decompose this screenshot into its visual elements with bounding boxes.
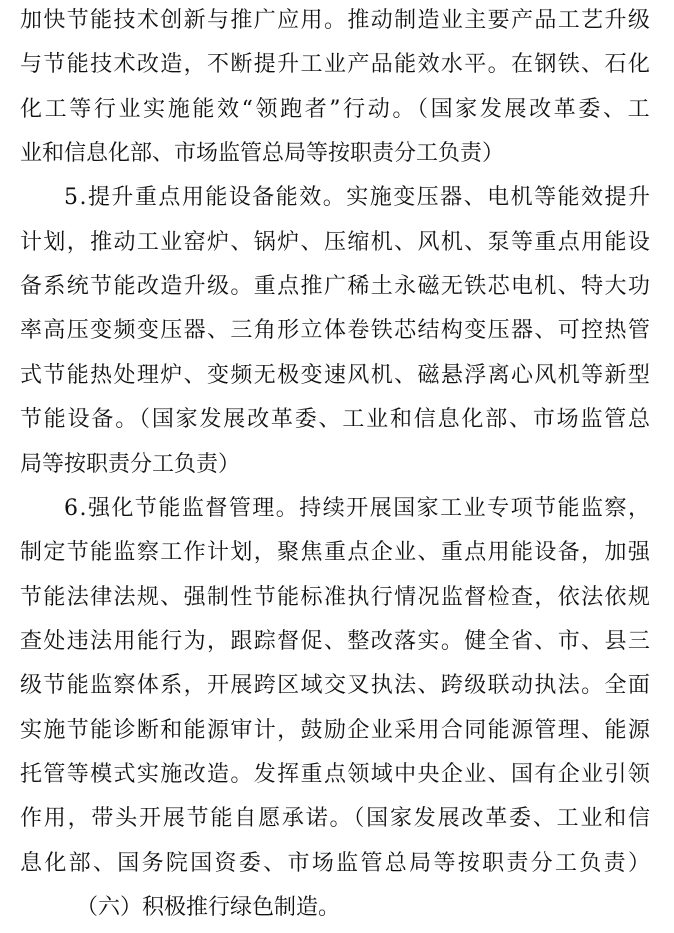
text-line: 率高压变频变压器、三角形立体卷铁芯结构变压器、可控热管 bbox=[20, 318, 652, 343]
text-line: 级节能监察体系，开展跨区域交叉执法、跨级联动执法。全面 bbox=[20, 673, 652, 698]
text-line: 式节能热处理炉、变频无极变速风机、磁悬浮离心风机等新型 bbox=[20, 363, 652, 388]
text-line: 作用，带头开展节能自愿承诺。（国家发展改革委、工业和信 bbox=[20, 806, 652, 831]
text-line: 业和信息化部、市场监管总局等按职责分工负责） bbox=[20, 141, 505, 166]
text-line: 查处违法用能行为，跟踪督促、整改落实。健全省、市、县三 bbox=[20, 629, 652, 654]
text-line: 节能设备。（国家发展改革委、工业和信息化部、市场监管总 bbox=[20, 407, 652, 432]
text-line: 托管等模式实施改造。发挥重点领域中央企业、国有企业引领 bbox=[20, 762, 652, 787]
text-line: 局等按职责分工负责） bbox=[20, 452, 241, 477]
text-line: 节能法律法规、强制性节能标准执行情况监督检查，依法依规 bbox=[20, 585, 652, 610]
section-heading: （六）积极推行绿色制造。 bbox=[76, 895, 341, 920]
text-line: 备系统节能改造升级。重点推广稀土永磁无铁芯电机、特大功 bbox=[20, 274, 652, 299]
text-line: 息化部、国务院国资委、市场监管总局等按职责分工负责） bbox=[20, 851, 653, 876]
text-line: 加快节能技术创新与推广应用。推动制造业主要产品工艺升级 bbox=[20, 8, 652, 33]
text-line: 与节能技术改造，不断提升工业产品能效水平。在钢铁、石化 bbox=[20, 52, 652, 77]
paragraph-first-line: 6.强化节能监督管理。持续开展国家工业专项节能监察， bbox=[64, 496, 652, 521]
text-line: 制定节能监察工作计划，聚焦重点企业、重点用能设备，加强 bbox=[20, 540, 652, 565]
text-line: 计划，推动工业窑炉、锅炉、压缩机、风机、泵等重点用能设 bbox=[20, 230, 652, 255]
paragraph-first-line: 5.提升重点用能设备能效。实施变压器、电机等能效提升 bbox=[64, 185, 652, 210]
text-line: 化工等行业实施能效“领跑者”行动。（国家发展改革委、工 bbox=[20, 97, 653, 122]
text-line: 实施节能诊断和能源审计，鼓励企业采用合同能源管理、能源 bbox=[20, 718, 652, 743]
